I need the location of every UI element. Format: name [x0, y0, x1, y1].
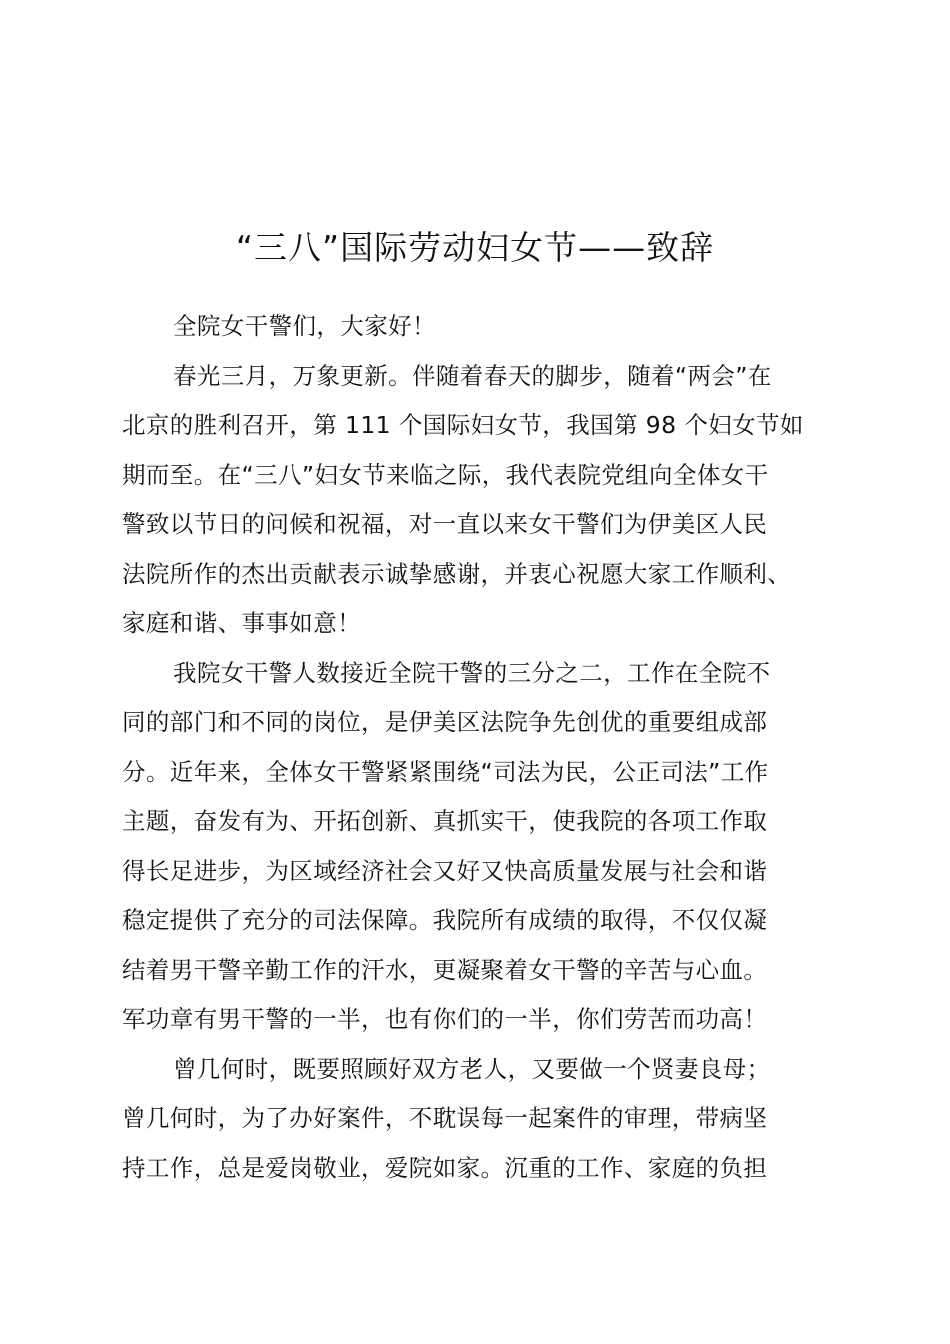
paragraph-2-line-5: 得长足进步，为区域经济社会又好又快高质量发展与社会和谐 — [122, 856, 768, 885]
paragraph-2-line-1: 我院女干警人数接近全院干警的三分之二，工作在全院不 — [173, 658, 771, 687]
paragraph-1-line-5: 法院所作的杰出贡献表示诚挚感谢，并衷心祝愿大家工作顺利、 — [122, 559, 792, 588]
paragraph-1-line-1: 春光三月，万象更新。伴随着春天的脚步，随着“两会”在 — [173, 361, 772, 390]
paragraph-3-line-1: 曾几何时，既要照顾好双方老人，又要做一个贤妻良母； — [173, 1054, 771, 1083]
paragraph-2-line-3: 分。近年来，全体女干警紧紧围绕“司法为民，公正司法”工作 — [122, 757, 769, 786]
paragraph-2-line-7: 结着男干警辛勤工作的汗水，更凝聚着女干警的辛苦与心血。 — [122, 955, 768, 984]
paragraph-1-line-6: 家庭和谐、事事如意！ — [122, 609, 361, 637]
document-title: “三八”国际劳动妇女节——致辞 — [235, 228, 715, 267]
paragraph-3-line-2: 曾几何时，为了办好案件，不耽误每一起案件的审理，带病坚 — [122, 1104, 768, 1132]
paragraph-1-line-4: 警致以节日的问候和祝福，对一直以来女干警们为伊美区人民 — [122, 510, 768, 538]
paragraph-1-line-2: 北京的胜利召开，第 111 个国际妇女节，我国第 98 个妇女节如 — [122, 411, 804, 439]
document-body — [122, 302, 842, 1193]
paragraph-2-line-4: 主题，奋发有为、开拓创新、真抓实干，使我院的各项工作取 — [122, 807, 768, 835]
paragraph-3-line-3: 持工作，总是爱岗敬业，爱院如家。沉重的工作、家庭的负担 — [122, 1153, 768, 1182]
salutation-line: 全院女干警们，大家好！ — [173, 312, 436, 340]
paragraph-2-line-8: 军功章有男干警的一半，也有你们的一半，你们劳苦而功高！ — [122, 1005, 768, 1033]
paragraph-2-line-2: 同的部门和不同的岗位，是伊美区法院争先创优的重要组成部 — [122, 708, 768, 736]
paragraph-2-line-6: 稳定提供了充分的司法保障。我院所有成绩的取得，不仅仅凝 — [122, 906, 768, 934]
paragraph-1-line-3: 期而至。在“三八”妇女节来临之际，我代表院党组向全体女干 — [122, 460, 769, 489]
